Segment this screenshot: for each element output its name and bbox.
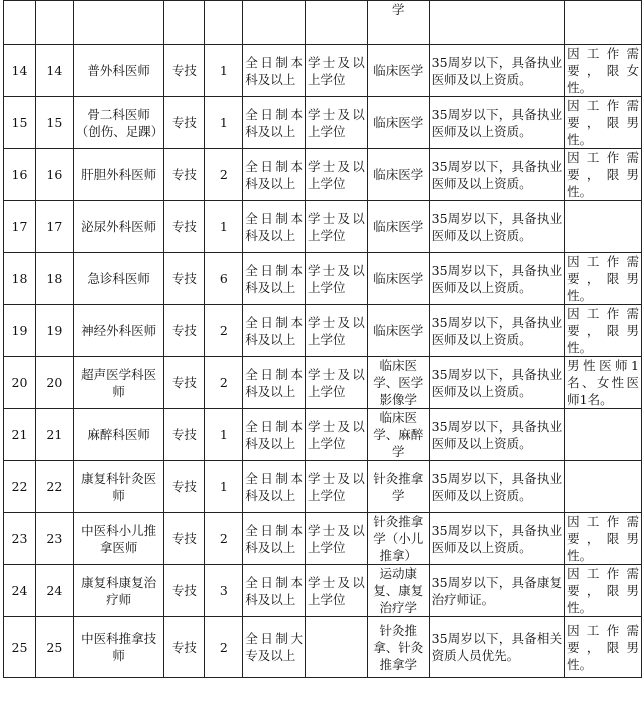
- cell-no: 22: [35, 461, 73, 513]
- cell-remark: 因工作需要，限男性。: [565, 617, 642, 678]
- cell-education: 全日制本科及以上: [243, 305, 306, 357]
- cell-seq: 19: [4, 305, 36, 357]
- cell-degree: 学士及以上学位: [306, 357, 368, 409]
- cell-position: 泌尿外科医师: [73, 201, 164, 253]
- cell-remark: [565, 201, 642, 253]
- table-row: [4, 201, 642, 253]
- cell-type: 专技: [164, 357, 205, 409]
- cell-seq: 15: [4, 97, 36, 149]
- cell-requirement: 35周岁以下，具备执业医师及以上资质。: [429, 461, 565, 513]
- cell-no: 18: [35, 253, 73, 305]
- cell-major: 临床医学: [367, 45, 429, 97]
- cell-degree: 学士及以上学位: [306, 305, 368, 357]
- cell-major: 针灸推拿学（小儿推拿）: [367, 513, 429, 565]
- cell-position: 中医科推拿技师: [73, 617, 164, 678]
- cell-degree: 学士及以上学位: [306, 253, 368, 305]
- cell-degree: [306, 617, 368, 678]
- cell-requirement: 35周岁以下，具备执业医师及以上资质。: [429, 513, 565, 565]
- cell-degree: 学士及以上学位: [306, 565, 368, 617]
- cell-seq: 16: [4, 149, 36, 201]
- cell-seq: 24: [4, 565, 36, 617]
- cell-major: 临床医学: [367, 149, 429, 201]
- table-row: [4, 513, 642, 565]
- cell-no: 17: [35, 201, 73, 253]
- cell-major: 学: [367, 1, 429, 45]
- table-row: [4, 305, 642, 357]
- table-row: [4, 149, 642, 201]
- cell-requirement: 35周岁以下，具备执业医师及以上资质。: [429, 305, 565, 357]
- table-row: [4, 357, 642, 409]
- table-row: [4, 97, 642, 149]
- cell-no: 15: [35, 97, 73, 149]
- cell-position: 超声医学科医师: [73, 357, 164, 409]
- table-row: [4, 617, 642, 678]
- cell-remark: [565, 1, 642, 45]
- cell-no: [35, 1, 73, 45]
- cell-type: [164, 1, 205, 45]
- cell-count: 1: [205, 461, 243, 513]
- cell-no: 16: [35, 149, 73, 201]
- cell-major: 临床医学: [367, 201, 429, 253]
- cell-degree: 学士及以上学位: [306, 513, 368, 565]
- cell-count: 1: [205, 201, 243, 253]
- cell-type: 专技: [164, 305, 205, 357]
- cell-position: 骨二科医师（创伤、足踝）: [73, 97, 164, 149]
- cell-degree: 学士及以上学位: [306, 97, 368, 149]
- cell-remark: 男性医师1名、女性医师1名。: [565, 357, 642, 409]
- cell-requirement: 35周岁以下，具备康复治疗师证。: [429, 565, 565, 617]
- cell-requirement: [429, 1, 565, 45]
- cell-position: 普外科医师: [73, 45, 164, 97]
- cell-seq: 17: [4, 201, 36, 253]
- cell-remark: 因工作需要，限男性。: [565, 513, 642, 565]
- cell-degree: 学士及以上学位: [306, 409, 368, 461]
- cell-remark: [565, 409, 642, 461]
- cell-count: 2: [205, 357, 243, 409]
- cell-education: 全日制本科及以上: [243, 45, 306, 97]
- cell-education: 全日制本科及以上: [243, 461, 306, 513]
- cell-seq: 20: [4, 357, 36, 409]
- cell-position: 康复科针灸医师: [73, 461, 164, 513]
- cell-education: 全日制本科及以上: [243, 565, 306, 617]
- cell-count: 6: [205, 253, 243, 305]
- cell-type: 专技: [164, 149, 205, 201]
- cell-degree: 学士及以上学位: [306, 201, 368, 253]
- cell-education: 全日制本科及以上: [243, 357, 306, 409]
- cell-education: 全日制本科及以上: [243, 201, 306, 253]
- cell-count: 1: [205, 97, 243, 149]
- cell-requirement: 35周岁以下，具备相关资质人员优先。: [429, 617, 565, 678]
- cell-type: 专技: [164, 253, 205, 305]
- cell-seq: 18: [4, 253, 36, 305]
- cell-type: 专技: [164, 201, 205, 253]
- cell-education: 全日制大专及以上: [243, 617, 306, 678]
- cell-count: 1: [205, 45, 243, 97]
- cell-requirement: 35周岁以下，具备执业医师及以上资质。: [429, 409, 565, 461]
- cell-requirement: 35周岁以下，具备执业医师及以上资质。: [429, 45, 565, 97]
- cell-count: [205, 1, 243, 45]
- cell-education: 全日制本科及以上: [243, 513, 306, 565]
- cell-remark: 因工作需要，限女性。: [565, 45, 642, 97]
- cell-type: 专技: [164, 461, 205, 513]
- table-row: [4, 409, 642, 461]
- cell-major: 临床医学: [367, 305, 429, 357]
- cell-position: 急诊科医师: [73, 253, 164, 305]
- cell-type: 专技: [164, 45, 205, 97]
- cell-position: 肝胆外科医师: [73, 149, 164, 201]
- cell-no: 14: [35, 45, 73, 97]
- cell-requirement: 35周岁以下，具备执业医师及以上资质。: [429, 253, 565, 305]
- cell-requirement: 35周岁以下，具备执业医师及以上资质。: [429, 201, 565, 253]
- cell-education: 全日制本科及以上: [243, 149, 306, 201]
- cell-major: 临床医学: [367, 253, 429, 305]
- cell-seq: 23: [4, 513, 36, 565]
- cell-major: 运动康复、康复治疗学: [367, 565, 429, 617]
- table-row: [4, 461, 642, 513]
- cell-education: [243, 1, 306, 45]
- cell-no: 19: [35, 305, 73, 357]
- cell-position: [73, 1, 164, 45]
- cell-remark: 因工作需要，限男性。: [565, 149, 642, 201]
- cell-type: 专技: [164, 409, 205, 461]
- cell-type: 专技: [164, 97, 205, 149]
- cell-major: 临床医学、麻醉学: [367, 409, 429, 461]
- cell-count: 3: [205, 565, 243, 617]
- cell-degree: 学士及以上学位: [306, 45, 368, 97]
- cell-requirement: 35周岁以下，具备执业医师及以上资质。: [429, 149, 565, 201]
- cell-count: 2: [205, 513, 243, 565]
- cell-position: 中医科小儿推拿医师: [73, 513, 164, 565]
- cell-education: 全日制本科及以上: [243, 97, 306, 149]
- cell-no: 21: [35, 409, 73, 461]
- cell-remark: 因工作需要，限男性。: [565, 97, 642, 149]
- cell-seq: 21: [4, 409, 36, 461]
- cell-seq: 25: [4, 617, 36, 678]
- cell-education: 全日制本科及以上: [243, 409, 306, 461]
- cell-no: 25: [35, 617, 73, 678]
- cell-major: 临床医学: [367, 97, 429, 149]
- cell-seq: 14: [4, 45, 36, 97]
- table-row: [4, 253, 642, 305]
- cell-remark: 因工作需要，限男性。: [565, 253, 642, 305]
- cell-degree: 学士及以上学位: [306, 461, 368, 513]
- cell-degree: 学士及以上学位: [306, 149, 368, 201]
- cell-type: 专技: [164, 513, 205, 565]
- cell-major: 针灸推拿、针灸推拿学: [367, 617, 429, 678]
- cell-requirement: 35周岁以下，具备执业医师及以上资质。: [429, 97, 565, 149]
- cell-no: 23: [35, 513, 73, 565]
- cell-no: 20: [35, 357, 73, 409]
- table-row: [4, 565, 642, 617]
- cell-no: 24: [35, 565, 73, 617]
- cell-count: 2: [205, 305, 243, 357]
- cell-count: 2: [205, 149, 243, 201]
- cell-major: 临床医学、医学影像学: [367, 357, 429, 409]
- cell-type: 专技: [164, 565, 205, 617]
- table-row-continued: [4, 1, 642, 45]
- cell-seq: [4, 1, 36, 45]
- cell-position: 麻醉科医师: [73, 409, 164, 461]
- cell-seq: 22: [4, 461, 36, 513]
- cell-remark: 因工作需要，限男性。: [565, 305, 642, 357]
- cell-major: 针灸推拿学: [367, 461, 429, 513]
- table-row: [4, 45, 642, 97]
- recruitment-table: [3, 0, 642, 678]
- cell-remark: 因工作需要，限男性。: [565, 565, 642, 617]
- cell-requirement: 35周岁以下，具备执业医师及以上资质。: [429, 357, 565, 409]
- cell-remark: [565, 461, 642, 513]
- cell-position: 神经外科医师: [73, 305, 164, 357]
- cell-degree: [306, 1, 368, 45]
- cell-type: 专技: [164, 617, 205, 678]
- cell-count: 1: [205, 409, 243, 461]
- cell-position: 康复科康复治疗师: [73, 565, 164, 617]
- cell-count: 2: [205, 617, 243, 678]
- cell-education: 全日制本科及以上: [243, 253, 306, 305]
